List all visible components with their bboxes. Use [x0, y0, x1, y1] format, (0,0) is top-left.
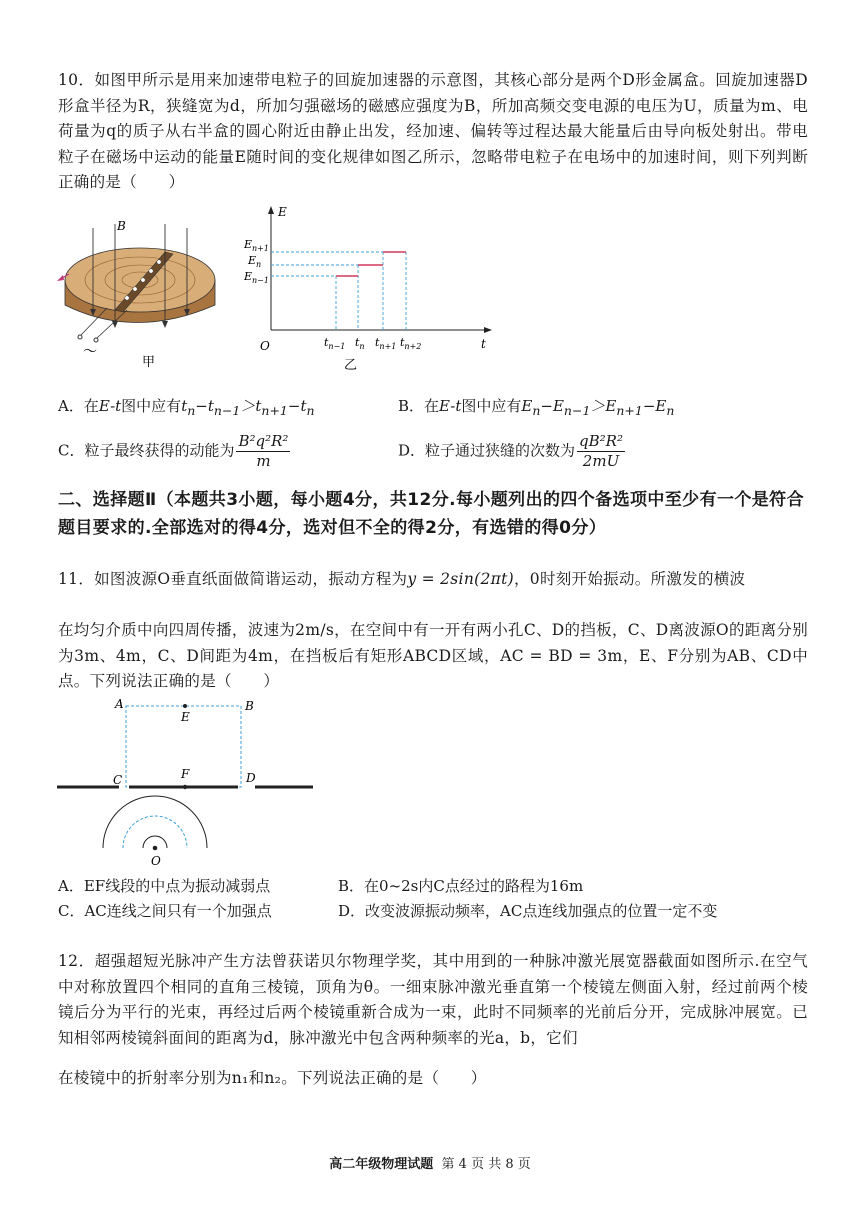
label-d: D — [246, 771, 256, 785]
label-e-n-minus-1: $E_{n-1}$ — [244, 270, 269, 285]
label-a: A — [115, 697, 124, 711]
q10-option-d[interactable]: D．粒子通过狭缝的次数为 $\frac{\text{qB²R²}}{2mU}$ — [398, 432, 623, 470]
q10-option-c[interactable]: C．粒子最终获得的动能为 $\frac{\text{B²q²R²}}{m}$ — [58, 432, 289, 470]
q11-option-d[interactable]: D．改变波源振动频率，AC点连线加强点的位置一定不变 — [338, 902, 718, 920]
label-t-n-minus-1: $t_{n-1}$ — [324, 336, 346, 351]
footer-page-number: 第 4 页 共 8 页 — [441, 1157, 531, 1172]
e-axis-label: E — [278, 205, 287, 219]
wave-equation: y = 2sin(2πt) — [407, 570, 514, 588]
cyclotron-figure — [55, 210, 225, 370]
label-t-n: $t_n$ — [355, 336, 365, 351]
wave-barrier-figure — [55, 695, 325, 870]
label-e: E — [181, 710, 190, 724]
origin-label: O — [260, 339, 270, 353]
q11-stem: 在均匀介质中向四周传播，波速为2m/s，在空间中有一开有两小孔C、D的挡板，C、D离波源O的距离分别为3m、4m，C、D间距为4m，在挡板后有矩形ABCD区域，AC = BD = 3m，E、F分别为AB、CD中点。下列说法正确的是（ ） — [58, 621, 808, 690]
guide-lines — [271, 252, 406, 330]
crossing-count-fraction: $\frac{\text{qB²R²}}{2mU}$ — [579, 432, 623, 470]
label-c: C — [113, 773, 123, 787]
q10-option-b[interactable]: B．在E-t图中应有$E_n-E_{n-1}>E_{n+1}-E_n$ — [398, 397, 675, 418]
q11-option-a[interactable]: A．EF线段的中点为振动减弱点 — [58, 877, 271, 895]
t-axis-label: t — [481, 337, 486, 351]
wave-source — [153, 846, 158, 851]
wavefront-middle — [123, 816, 187, 848]
label-f: F — [181, 767, 190, 781]
q11-line1: 11．如图波源O垂直纸面做简谐运动，振动方程为y = 2sin(2πt)，0时刻开始振动。所激发的横波 — [58, 570, 746, 588]
point-e — [183, 704, 187, 708]
label-e-n-plus-1: $E_{n+1}$ — [244, 238, 269, 253]
q10-option-a[interactable]: A．在E-t图中应有$t_n-t_{n-1}>t_{n+1}-t_n$ — [58, 397, 315, 418]
figure-yi-caption: 乙 — [344, 358, 358, 373]
figure-jia-caption: 甲 — [142, 355, 156, 370]
energy-levels — [336, 252, 406, 276]
footer-title: 高二年级物理试题 — [329, 1157, 434, 1172]
label-b: B — [245, 699, 254, 713]
energy-time-graph — [238, 200, 498, 375]
page-footer — [0, 1153, 860, 1172]
wavefront-outer — [103, 796, 207, 848]
field-b-label: B — [117, 219, 126, 233]
q10-stem: 10．如图甲所示是用来加速带电粒子的回旋加速器的示意图，其核心部分是两个D形金属盒。回旋加速器D形盒半径为R，狭缝宽为d，所加匀强磁场的磁感应强度为B，所加高频交变电源的电压为U，质量为m、电荷量为q的质子从右半盒的圆心附近由静止出发，经加速、偏转等过程达最大能量后由导向板处射出。带电粒子在磁场中运动的能量E随时间的变化规律如图乙所示，忽略带电粒子在电场中的加速时间，则下列判断正确的是（ ） — [58, 71, 808, 191]
section-2-heading: 二、选择题Ⅱ（本题共3小题，每小题4分，共12分.每小题列出的四个备选项中至少有一个是符合题目要求的.全部选对的得4分，选对但不全的得2分，有选错的得0分） — [58, 490, 804, 538]
label-t-n-plus-1: $t_{n+1}$ — [375, 336, 397, 351]
point-f — [183, 785, 187, 789]
label-t-n-plus-2: $t_{n+2}$ — [400, 336, 422, 351]
q11-option-c[interactable]: C．AC连线之间只有一个加强点 — [58, 902, 272, 920]
ac-source-label: ～ — [83, 344, 97, 360]
kinetic-energy-fraction: $\frac{\text{B²q²R²}}{m}$ — [238, 432, 289, 470]
q11-option-b[interactable]: B．在0~2s内C点经过的路程为16m — [338, 877, 584, 895]
label-o: O — [151, 854, 161, 868]
q12-stem-last: 在棱镜中的折射率分别为n₁和n₂。下列说法正确的是（ ） — [58, 1069, 487, 1087]
q12-stem: 12．超强超短光脉冲产生方法曾获诺贝尔物理学奖，其中用到的一种脉冲激光展宽器截面如图所示.在空气中对称放置四个相同的直角三棱镜，顶角为θ。一细束脉冲激光垂直第一个棱镜左侧面入射，经过前两个棱镜后分为平行的光束，再经过后两个棱镜重新合成为一束，此时不同频率的光前后分开，完成脉冲展宽。已知相邻两棱镜斜面间的距离为d，脉冲激光中包含两种频率的光a，b，它们 — [58, 952, 808, 1047]
label-e-n: $E_n$ — [248, 254, 262, 269]
